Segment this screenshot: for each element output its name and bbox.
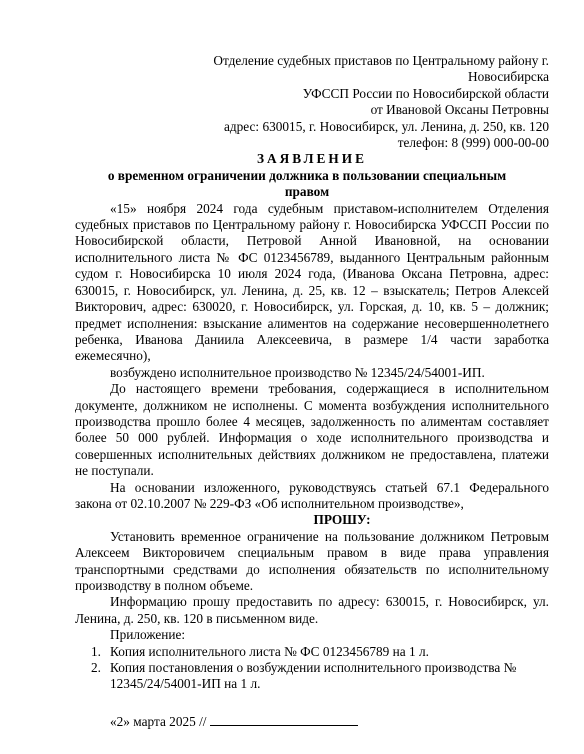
paragraph-facts: «15» ноября 2024 года судебным приставом-исполнителем Отделения судебных приставов по Центральному району г. Новосибирска УФССП России по Новосибирской области, Петровой Анной Ивановной, на основании исполнительного листа № ФС 0123456789, выданного Центральным районным судом г. Новосибирска 10 июля 2024 года, (Иванова Оксана Петровна, адрес: 630015, г. Новосибирск, ул. Ленина, д. 25, кв. 12 – взыскатель; Петров Алексей Викторович, адрес: 630020, г. Новосибирск, ул. Горская, д. 10, кв. 5 – должник; предмет исполнения: взыскание алиментов на содержание несовершеннолетнего ребенка, Иванова Даниила Алексеевича, в размере 1/4 части заработка ежемесячно),	[75, 200, 549, 364]
paragraph-facts-end: возбуждено исполнительное производство № 12345/24/54001-ИП.	[110, 364, 485, 380]
paragraph-legal-basis: На основании изложенного, руководствуясь статьей 67.1 Федерального закона от 02.10.2007 № 229-ФЗ «Об исполнительном производстве»,	[75, 479, 549, 511]
paragraph-request: Установить временное ограничение на пользование должником Петровым Алексеем Викторовичем специальным правом в виде права управления транспортными средствами до исполнения обязательств по исполнительному производству в полном объеме.	[75, 528, 549, 593]
attachments-label: Приложение:	[110, 627, 186, 643]
attachments-list	[75, 644, 549, 693]
header-line-3: УФССП России по Новосибирской области	[302, 85, 549, 101]
list-item-number: 2.	[91, 660, 101, 676]
header-line-5: адрес: 630015, г. Новосибирск, ул. Ленина, д. 250, кв. 120	[223, 118, 549, 134]
list-item-number: 1.	[91, 643, 101, 659]
header-line-2: Новосибирска	[467, 69, 549, 85]
document-page	[75, 53, 549, 730]
header-line-6: телефон: 8 (999) 000-00-00	[397, 135, 549, 151]
list-item-text: Копия исполнительного листа № ФС 0123456789 на 1 л.	[110, 643, 429, 659]
header-line-1: Отделение судебных приставов по Центральному району г.	[213, 53, 549, 68]
date-text: «2» марта 2025 //	[110, 713, 207, 729]
date-signature-line	[75, 713, 549, 730]
paragraph-status: До настоящего времени требования, содержащиеся в исполнительном документе, должником не исполнены. С момента возбуждения исполнительного производства прошло более 4 месяцев, задолженность по алиментам составляет более 50 000 рублей. Информация о ходе исполнительного производства и совершенных исполнительных действиях должником не предоставлена, платежи не поступали.	[75, 381, 549, 479]
paragraph-contact: Информацию прошу предоставить по адресу: 630015, г. Новосибирск, ул. Ленина, д. 250, кв. 120 в письменном виде.	[75, 594, 549, 626]
list-item-text: Копия постановления о возбуждении исполнительного производства № 12345/24/54001-ИП на 1 л.	[110, 660, 517, 692]
list-item	[91, 660, 549, 693]
addressee-block	[75, 53, 549, 151]
list-item	[91, 643, 549, 660]
signature-blank	[210, 713, 358, 726]
document-title: ЗАЯВЛЕНИЕ	[257, 151, 367, 167]
header-line-4: от Ивановой Оксаны Петровны	[370, 102, 549, 118]
document-subtitle: о временном ограничении должника в пользовании специальным правом	[107, 167, 507, 200]
request-heading: ПРОШУ:	[313, 512, 371, 528]
